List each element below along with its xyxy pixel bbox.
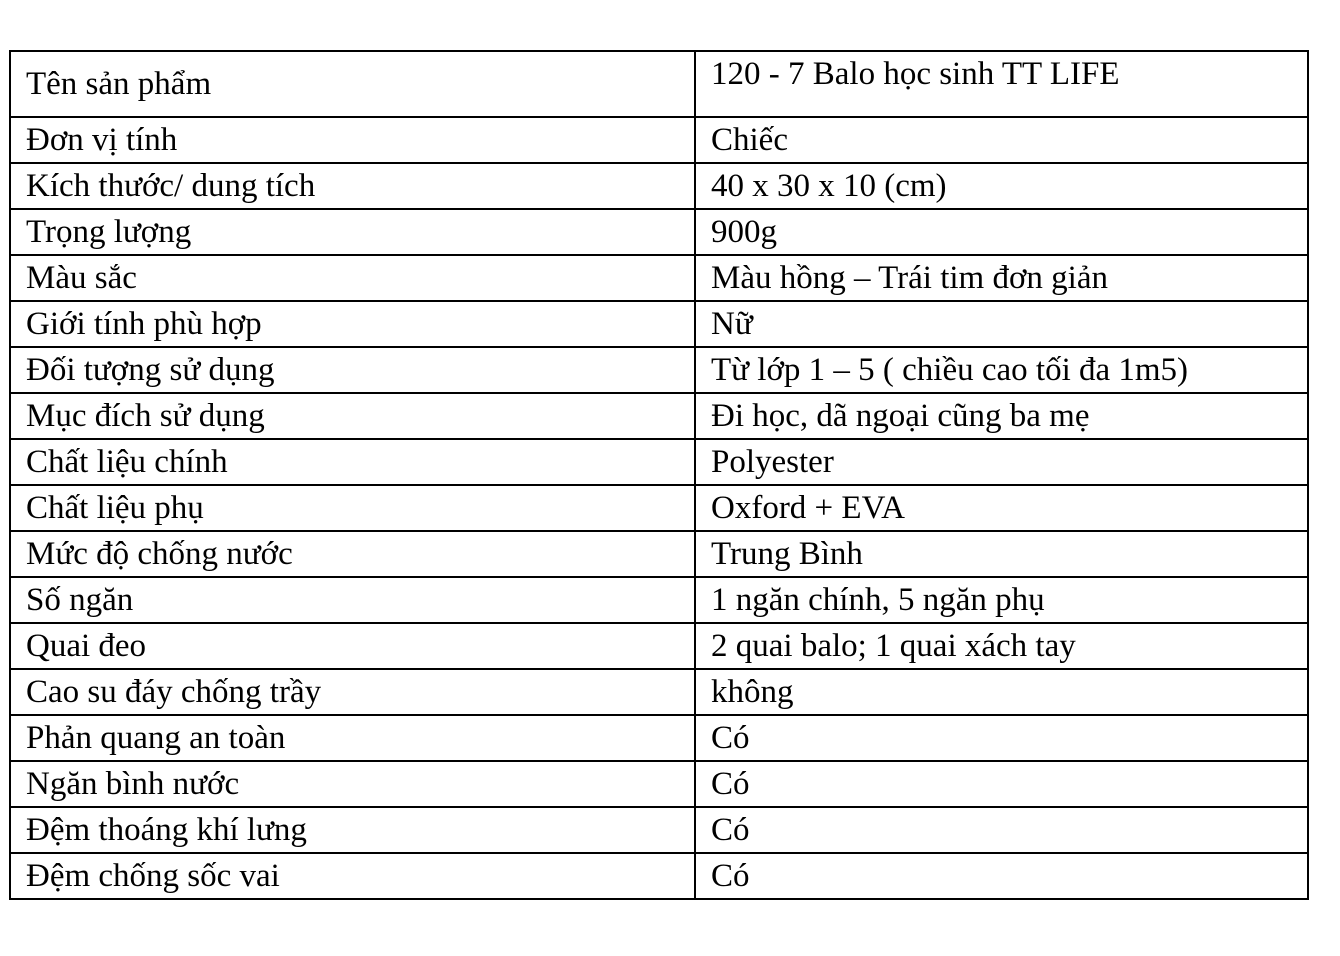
table-row <box>10 853 1308 899</box>
spec-value: Chiếc <box>695 117 1308 163</box>
table-row <box>10 347 1308 393</box>
table-row <box>10 807 1308 853</box>
spec-value: Có <box>695 715 1308 761</box>
spec-label: Đối tượng sử dụng <box>10 347 695 393</box>
table-row <box>10 51 1308 117</box>
spec-value: Có <box>695 853 1308 899</box>
spec-label: Đệm chống sốc vai <box>10 853 695 899</box>
spec-label: Tên sản phẩm <box>10 51 695 117</box>
spec-value: Đi học, dã ngoại cũng ba mẹ <box>695 393 1308 439</box>
table-row <box>10 531 1308 577</box>
table-row <box>10 301 1308 347</box>
spec-label: Đơn vị tính <box>10 117 695 163</box>
spec-label: Kích thước/ dung tích <box>10 163 695 209</box>
spec-value: 1 ngăn chính, 5 ngăn phụ <box>695 577 1308 623</box>
table-row <box>10 761 1308 807</box>
table-row <box>10 163 1308 209</box>
table-row <box>10 623 1308 669</box>
spec-label: Mức độ chống nước <box>10 531 695 577</box>
spec-label: Ngăn bình nước <box>10 761 695 807</box>
spec-label: Chất liệu phụ <box>10 485 695 531</box>
spec-value: 2 quai balo; 1 quai xách tay <box>695 623 1308 669</box>
table-row <box>10 439 1308 485</box>
spec-label: Mục đích sử dụng <box>10 393 695 439</box>
spec-label: Chất liệu chính <box>10 439 695 485</box>
spec-label: Giới tính phù hợp <box>10 301 695 347</box>
spec-value: 40 x 30 x 10 (cm) <box>695 163 1308 209</box>
spec-label: Đệm thoáng khí lưng <box>10 807 695 853</box>
table-row <box>10 209 1308 255</box>
spec-value: Có <box>695 807 1308 853</box>
table-row <box>10 393 1308 439</box>
table-row <box>10 485 1308 531</box>
spec-label: Số ngăn <box>10 577 695 623</box>
spec-value: không <box>695 669 1308 715</box>
spec-value: Nữ <box>695 301 1308 347</box>
spec-value: 120 - 7 Balo học sinh TT LIFE <box>695 51 1308 117</box>
spec-value: Có <box>695 761 1308 807</box>
table-row <box>10 255 1308 301</box>
spec-label: Quai đeo <box>10 623 695 669</box>
spec-label: Phản quang an toàn <box>10 715 695 761</box>
table-row <box>10 117 1308 163</box>
spec-value: Từ lớp 1 – 5 ( chiều cao tối đa 1m5) <box>695 347 1308 393</box>
spec-value: Trung Bình <box>695 531 1308 577</box>
spec-label: Màu sắc <box>10 255 695 301</box>
spec-value: Màu hồng – Trái tim đơn giản <box>695 255 1308 301</box>
table-row <box>10 669 1308 715</box>
spec-label: Trọng lượng <box>10 209 695 255</box>
spec-value: Polyester <box>695 439 1308 485</box>
table-row <box>10 715 1308 761</box>
spec-label: Cao su đáy chống trầy <box>10 669 695 715</box>
spec-value: 900g <box>695 209 1308 255</box>
table-row <box>10 577 1308 623</box>
product-spec-table <box>9 50 1309 900</box>
spec-value: Oxford + EVA <box>695 485 1308 531</box>
